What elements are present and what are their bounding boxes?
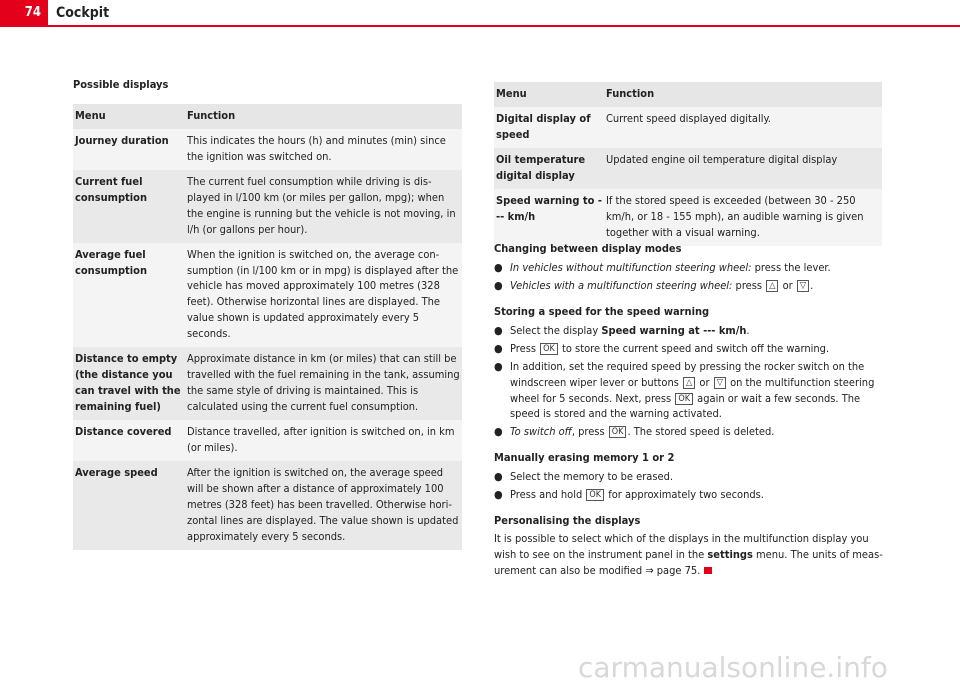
- end-of-section-icon: [704, 567, 712, 574]
- ok-button-icon: OK: [675, 393, 693, 405]
- paragraph-bold-text: settings: [707, 548, 753, 561]
- page-reference-link[interactable]: ⇒ page 75.: [645, 563, 701, 577]
- menu-cell: Distance covered: [73, 420, 185, 461]
- bullet-text: In addition, set the required speed by pressing the rocker switch on the windscreen wiper lever or buttons: [510, 359, 865, 389]
- down-button-icon: ▽: [714, 377, 726, 389]
- menu-cell: Speed warning to --- km/h: [494, 189, 604, 246]
- up-button-icon: △: [683, 377, 695, 389]
- menu-cell: Journey duration: [73, 129, 185, 170]
- bullet: ●: [494, 425, 503, 439]
- bullet: ●: [494, 260, 503, 274]
- bullet-text: Press: [510, 341, 540, 355]
- bullet: ●: [494, 359, 503, 373]
- bullet-text: on the multifunction steering wheel for 5 seconds. Next, press: [510, 375, 875, 405]
- table-row: [73, 420, 462, 461]
- list-item: [494, 341, 886, 357]
- up-button-icon: △: [766, 280, 778, 292]
- list-item: [494, 424, 886, 440]
- function-cell: Distance travelled, after ignition is switched on, in km (or miles).: [185, 420, 462, 461]
- function-cell: After the ignition is switched on, the average speed will be shown after a distance of approximately 100 metres (328 feet) has been travelled. Otherwise hori-zontal lines are displayed. The value shown is updated approximately every 5 seconds.: [185, 461, 462, 550]
- function-cell: This indicates the hours (h) and minutes (min) since the ignition was switched on.: [185, 129, 462, 170]
- bullet: ●: [494, 488, 503, 502]
- column-header-menu: Menu: [73, 104, 185, 129]
- menu-cell: Average speed: [73, 461, 185, 550]
- bullet-text: again or wait a few seconds. The speed is stored and the warning activated.: [510, 391, 861, 421]
- heading-erasing-memory: Manually erasing memory 1 or 2: [494, 451, 675, 465]
- menu-cell: Average fuel consumption: [73, 243, 185, 348]
- bullet-text: for approximately two seconds.: [605, 488, 764, 502]
- menu-cell: Distance to empty (the distance you can travel with the remaining fuel): [73, 347, 185, 420]
- ok-button-icon: OK: [586, 489, 604, 501]
- possible-displays-table: [73, 104, 462, 550]
- table-row: [73, 243, 462, 348]
- bullet: ●: [494, 278, 503, 292]
- bullet-bold-text: Speed warning at --- km/h: [601, 323, 747, 337]
- table-row: [73, 129, 462, 170]
- bullet-italic-text: In vehicles without multifunction steering wheel:: [510, 260, 752, 274]
- menu-cell: Digital display of speed: [494, 107, 604, 148]
- bullet-text: .: [810, 278, 814, 292]
- menu-cell: Current fuel consumption: [73, 170, 185, 243]
- table-row: [73, 170, 462, 243]
- list-item: [494, 260, 886, 276]
- ok-button-icon: OK: [609, 426, 627, 438]
- paragraph-text: menu. The units of meas-urement can also be modified: [494, 548, 883, 577]
- section-title: Possible displays: [73, 78, 169, 91]
- bullet-text: . The stored speed is deleted.: [627, 425, 775, 439]
- right-text-column: [494, 241, 886, 579]
- down-button-icon: ▽: [797, 280, 809, 292]
- menu-cell: Oil temperature digital display: [494, 148, 604, 189]
- table-row: [494, 189, 882, 246]
- table-row: [494, 148, 882, 189]
- function-cell: Current speed displayed digitally.: [604, 107, 882, 148]
- function-cell: If the stored speed is exceeded (between 30 - 250 km/h, or 18 - 155 mph), an audible warning is given together with a visual warning.: [604, 189, 882, 246]
- function-cell: Updated engine oil temperature digital display: [604, 148, 882, 189]
- function-cell: When the ignition is switched on, the average con-sumption (in l/100 km or in mpg) is displayed after the vehicle has moved approximately 100 metres (328 feet). Otherwise horizontal lines are displayed. The value shown is updated approximately every 5 seconds.: [185, 243, 462, 348]
- paragraph-text: It is possible to select which of the displays in the multifunction display you wish to see on the instrument panel in the: [494, 532, 869, 561]
- watermark: carmanualsonline.info: [578, 651, 888, 684]
- bullet-text: to store the current speed and switch off the warning.: [558, 341, 830, 355]
- column-header-function: Function: [185, 104, 462, 129]
- bullet-text: press: [732, 278, 766, 292]
- bullet-text: or: [696, 375, 713, 389]
- page-header: [0, 0, 960, 27]
- bullet-text: Select the memory to be erased.: [510, 470, 674, 484]
- list-item: [494, 323, 886, 339]
- bullet-text: Press and hold: [510, 488, 586, 502]
- table-row: [494, 107, 882, 148]
- list-item: [494, 469, 886, 485]
- bullet-text: Select the display: [510, 323, 602, 337]
- ok-button-icon: OK: [540, 343, 558, 355]
- table-header-row: [73, 104, 462, 129]
- bullet-text: press the lever.: [751, 260, 831, 274]
- table-header-row: [494, 82, 882, 107]
- function-cell: Approximate distance in km (or miles) that can still be travelled with the fuel remaining in the tank, assuming the same style of driving is maintained. This is calculated using the current fuel consumption.: [185, 347, 462, 420]
- list-item: [494, 487, 886, 503]
- heading-changing-display: Changing between display modes: [494, 242, 682, 255]
- bullet-text: or: [779, 278, 796, 292]
- personalising-paragraph: [494, 531, 886, 579]
- chapter-title: Cockpit: [56, 5, 110, 21]
- function-cell: The current fuel consumption while driving is dis-played in l/100 km (or miles per gallon, mpg); when the engine is running but the vehicle is not moving, in l/h (or gallons per hour).: [185, 170, 462, 243]
- bullet-text: , press: [571, 425, 608, 439]
- list-item: [494, 278, 886, 294]
- heading-personalising: Personalising the displays: [494, 514, 641, 528]
- bullet: ●: [494, 470, 503, 484]
- table-row: [73, 347, 462, 420]
- bullet: ●: [494, 341, 503, 355]
- display-functions-table: [494, 82, 882, 246]
- table-row: [73, 461, 462, 550]
- bullet: ●: [494, 323, 503, 337]
- page-number: 74: [0, 0, 48, 26]
- list-item: [494, 359, 886, 423]
- bullet-italic-text: To switch off: [510, 425, 572, 439]
- bullet-italic-text: Vehicles with a multifunction steering wheel:: [510, 278, 733, 292]
- bullet-text: .: [746, 323, 750, 337]
- heading-storing-speed: Storing a speed for the speed warning: [494, 304, 710, 318]
- column-header-function: Function: [604, 82, 882, 107]
- column-header-menu: Menu: [494, 82, 604, 107]
